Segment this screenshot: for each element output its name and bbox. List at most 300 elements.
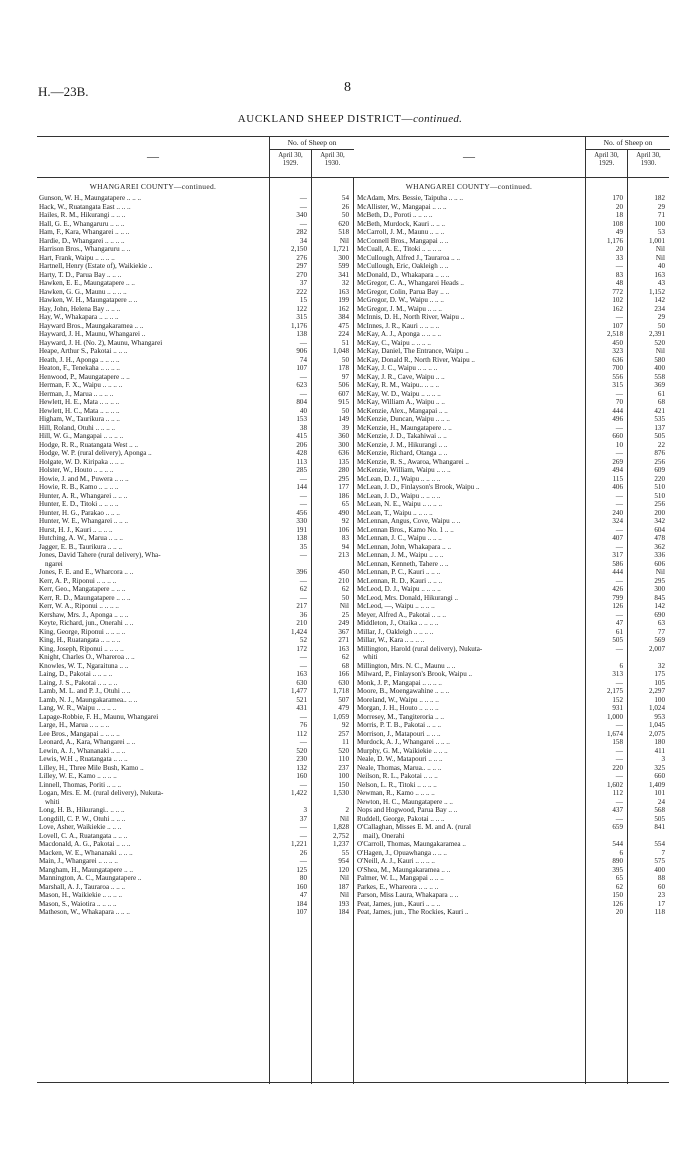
sheep-1929: 269 [612, 457, 623, 466]
sheep-1930: 120 [338, 865, 349, 874]
sheep-1929: 317 [612, 551, 623, 559]
sheep-1930: 224 [338, 330, 349, 338]
owner-name: McLean, J. D., Finlayson's Brook, Waipu .. [357, 483, 480, 491]
sheep-1929: 126 [612, 602, 623, 610]
table-row [353, 594, 669, 603]
owner-name: Lewin, A. J., Whananaki .. .. .. [39, 746, 126, 755]
table-row [37, 211, 353, 220]
sheep-1930: 367 [338, 627, 349, 636]
sheep-1930: 599 [338, 262, 349, 270]
table-row [353, 704, 669, 713]
sheep-1930: Nil [655, 253, 665, 262]
table-row [37, 908, 353, 917]
table-row [353, 789, 669, 798]
owner-name: McAdam, Mrs. Bessie, Taipuha .. .. .. [357, 194, 463, 202]
table-row [353, 517, 669, 526]
sheep-1930: 180 [654, 738, 665, 746]
table-row [37, 577, 353, 586]
owner-name: Heape, Arthur S., Pakotai .. .. .. [39, 347, 128, 355]
table-row [37, 738, 353, 747]
sheep-1930: 71 [657, 211, 665, 219]
sheep-1929: 10 [615, 440, 623, 449]
sheep-1929: 132 [296, 763, 307, 772]
sheep-1929: — [615, 746, 623, 755]
table-row [37, 560, 353, 569]
sheep-1929: 107 [296, 364, 307, 372]
sheep-1929: 2,175 [607, 687, 623, 695]
sheep-1930: 411 [654, 746, 665, 755]
owner-name: Hill, Roland, Otuhi .. .. .. .. [39, 423, 116, 432]
sheep-1930: 295 [654, 576, 665, 585]
table-row [37, 415, 353, 424]
sheep-1929: — [299, 857, 307, 865]
table-row [353, 441, 669, 450]
owner-name: Hewlett, H. E., Mata .. .. .. .. [39, 398, 120, 406]
owner-name: McLennan, J. C., Waipu .. .. .. [357, 534, 442, 542]
table-row [37, 772, 353, 781]
sheep-1930: 607 [338, 389, 349, 398]
sheep-1929: 1,000 [607, 712, 623, 721]
sheep-1929: 437 [612, 806, 623, 814]
table-row [37, 789, 353, 798]
owner-name: whiti [45, 797, 60, 806]
table-row [37, 237, 353, 246]
table-row [37, 568, 353, 577]
sheep-1929: 906 [296, 347, 307, 355]
sheep-1930: 915 [338, 398, 349, 406]
table-row [37, 866, 353, 875]
table-row [353, 254, 669, 263]
sheep-1929: — [615, 491, 623, 500]
sheep-1929: 323 [612, 347, 623, 355]
owner-name: Hunter, W. E., Whangarei .. .. .. [39, 517, 129, 525]
owner-name: McLeod, Mrs. Donald, Hikurangi .. [357, 593, 459, 602]
sheep-1930: 62 [341, 653, 349, 661]
table-row [353, 755, 669, 764]
table-row [37, 585, 353, 594]
sheep-1930: 32 [341, 279, 349, 287]
owner-name: Hawken, G. G., Maunu .. .. .. .. [39, 287, 127, 296]
table-row [353, 636, 669, 645]
table-row [37, 798, 353, 807]
sheep-1929: — [615, 576, 623, 585]
sheep-1929: 163 [296, 670, 307, 678]
table-row [353, 679, 669, 688]
table-row [37, 874, 353, 883]
owner-name: Neilson, R. L., Pakotai .. .. .. [357, 772, 438, 780]
table-row [353, 585, 669, 594]
sheep-1930: 2,391 [649, 330, 665, 338]
sheep-1929: — [299, 831, 307, 840]
sheep-1930: 249 [338, 619, 349, 627]
owner-name: Jones, David Tahere (rural delivery), Wha- [39, 551, 161, 559]
owner-name: Ham, F., Kara, Whangarei .. .. .. [39, 228, 130, 236]
sheep-1930: 55 [341, 848, 349, 857]
table-row [37, 305, 353, 314]
sheep-1929: 160 [296, 882, 307, 891]
sheep-1930: 137 [654, 423, 665, 432]
sheep-1930: 636 [338, 449, 349, 457]
sheep-1930: 142 [654, 296, 665, 304]
table-row [37, 466, 353, 475]
sheep-1929: — [299, 823, 307, 831]
sheep-1930: 2,007 [649, 644, 665, 653]
table-row [37, 857, 353, 866]
sheep-1930: 175 [654, 670, 665, 678]
sheep-1929: 160 [296, 772, 307, 780]
table-row [353, 211, 669, 220]
owner-name: Jones, F. E. and E., Wharcora .. .. [39, 568, 134, 576]
owner-name: Mason, S., Waiotira .. .. .. .. [39, 899, 117, 908]
sheep-1930: 50 [341, 406, 349, 415]
owner-name: McCuall, A. E., Titoki .. .. .. .. [357, 245, 442, 253]
sheep-1930: 620 [338, 219, 349, 228]
table-row [37, 687, 353, 696]
sheep-1930: 50 [341, 211, 349, 219]
sheep-1929: — [299, 576, 307, 585]
sheep-1929: 3 [303, 806, 307, 814]
sheep-1929: 76 [299, 721, 307, 729]
owner-name: McGregor, D. W., Waipu .. .. .. [357, 296, 444, 304]
sheep-1929: 1,221 [291, 840, 307, 848]
owner-name: Keyte, Richard, jun., Onerahi .. .. [39, 619, 134, 627]
table-row [37, 653, 353, 662]
sheep-1930: 400 [654, 865, 665, 874]
table-row [353, 424, 669, 433]
sheep-1930: 106 [338, 525, 349, 534]
sheep-1929: 170 [612, 194, 623, 202]
table-row [353, 305, 669, 314]
sheep-1930: 369 [654, 381, 665, 389]
sheep-1930: 295 [338, 474, 349, 483]
owner-name: McLean, T., Waipu .. .. .. .. [357, 508, 433, 517]
sheep-1930: 29 [657, 313, 665, 321]
sheep-1929: 395 [612, 865, 623, 874]
sheep-1930: 187 [338, 882, 349, 891]
owner-name: Harrison Bros., Whangaruru .. .. [39, 245, 131, 253]
owner-name: McLean, N. E., Waipu .. .. .. .. [357, 500, 442, 508]
sheep-1930: 101 [654, 789, 665, 797]
owner-name: McLennan, John, Whakapara .. .. [357, 542, 452, 551]
owner-name: Hill, W. G., Mangapai .. .. .. .. [39, 432, 124, 440]
owner-name: McKenzie, Duncan, Waipu .. .. .. [357, 415, 450, 423]
table-row [353, 194, 669, 203]
sheep-1930: 478 [654, 534, 665, 542]
sheep-1929: — [299, 712, 307, 721]
sheep-1930: 510 [654, 483, 665, 491]
table-row [353, 339, 669, 348]
owner-name: Love, Asher, Waikiekie .. .. .. [39, 823, 122, 831]
table-row [353, 874, 669, 883]
sheep-1929: — [615, 313, 623, 321]
table-row [37, 730, 353, 739]
owner-name: Long, H. B., Hikurangi.. .. .. .. [39, 806, 125, 814]
owner-name: McCullough, Eric, Oakleigh .. .. [357, 262, 449, 270]
owner-name: Kerr, Geo., Mangatapere .. .. .. [39, 585, 126, 593]
table-row [353, 840, 669, 849]
table-row [37, 322, 353, 331]
sheep-1929: 20 [615, 202, 623, 211]
owner-name: Howie, R. B., Kamo .. .. .. .. [39, 483, 119, 491]
sheep-1929: 47 [615, 619, 623, 627]
table-row [353, 415, 669, 424]
sheep-1930: 22 [657, 440, 665, 449]
document-reference: H.—23B. [38, 84, 89, 99]
table-row [37, 543, 353, 552]
sheep-1930: 1,530 [333, 789, 349, 797]
sheep-1930: 54 [341, 194, 349, 202]
sheep-1929: 47 [299, 891, 307, 899]
sheep-1929: — [615, 262, 623, 270]
sheep-1929: 206 [296, 440, 307, 449]
table-row [353, 772, 669, 781]
owner-name: Hayward Bros., Maungakaramea .. .. [39, 321, 144, 330]
sheep-1929: 158 [612, 738, 623, 746]
sheep-1929: 1,477 [291, 687, 307, 695]
sheep-1929: 415 [296, 432, 307, 440]
sheep-1930: 421 [654, 406, 665, 415]
table-row [353, 390, 669, 399]
table-row [37, 832, 353, 841]
sheep-1930: 150 [338, 780, 349, 789]
sheep-1929: 428 [296, 449, 307, 457]
sheep-1930: 2,297 [649, 687, 665, 695]
table-row [353, 602, 669, 611]
sheep-1930: 505 [654, 814, 665, 823]
table-row [353, 653, 669, 662]
sheep-1930: 558 [654, 372, 665, 381]
table-row [37, 721, 353, 730]
right-column-header [353, 136, 669, 178]
sheep-1930: 342 [654, 517, 665, 525]
sheep-1929: 210 [296, 619, 307, 627]
owner-name: McKay, R. M., Waipu.. .. .. .. [357, 381, 439, 389]
owner-name: Hay, John, Helena Bay .. .. .. [39, 304, 121, 313]
owner-name: Hailes, R. M., Hikurangi .. .. .. [39, 211, 126, 219]
sheep-1930: 400 [654, 364, 665, 372]
owner-name: McGregor, Colin, Parua Bay .. .. [357, 287, 450, 296]
sheep-1929: — [299, 491, 307, 500]
owner-name: McKenzie, H., Maungatapere .. .. [357, 423, 452, 432]
owner-name: Hodge, W. P. (rural delivery), Aponga .. [39, 449, 152, 457]
sheep-1929: 184 [296, 899, 307, 908]
title-main: AUCKLAND SHEEP DISTRICT— [237, 113, 414, 125]
sheep-1930: 362 [654, 542, 665, 551]
owner-name: McInnis, D. H., North River, Waipu .. [357, 313, 465, 321]
sheep-1929: 340 [296, 211, 307, 219]
sheep-1930: Nil [655, 568, 665, 576]
table-row [37, 330, 353, 339]
left-half [37, 136, 353, 1084]
sheep-1930: 510 [654, 491, 665, 500]
owner-name: Hay, W., Whakapara .. .. .. .. [39, 313, 119, 321]
sheep-1930: 271 [338, 636, 349, 644]
owner-name: McGregor, J. M., Waipu .. .. .. [357, 304, 442, 313]
owner-name: McKay, A. J., Aponga .. .. .. .. [357, 330, 442, 338]
sheep-1929: — [615, 814, 623, 823]
table-row [353, 475, 669, 484]
table-row [353, 228, 669, 237]
table-row [37, 891, 353, 900]
sheep-1929: 556 [612, 372, 623, 381]
sheep-1930: Nil [339, 891, 349, 899]
sheep-1930: 184 [338, 908, 349, 916]
owner-name: McBeth, D., Poroti .. .. .. .. [357, 211, 433, 219]
table-row [353, 381, 669, 390]
owner-name: Hack, W., Ruatangata East .. .. .. [39, 202, 131, 211]
sheep-1929: 70 [615, 398, 623, 406]
owner-name: McConnell Bros., Mangapai .. .. [357, 236, 449, 245]
owner-name: mail), Onerahi [363, 831, 405, 840]
owner-name: Murdock, A. J., Whangarei .. .. .. [357, 738, 450, 746]
table-row [37, 755, 353, 764]
sheep-1930: 490 [338, 508, 349, 517]
owner-name: McBeth, Murdock, Kauri .. .. .. [357, 219, 446, 228]
owner-name: Hurst, H. J., Kauri .. .. .. .. [39, 525, 113, 534]
sheep-1929: 65 [615, 874, 623, 882]
table-row [353, 526, 669, 535]
table-row [353, 509, 669, 518]
sheep-1930: 841 [654, 823, 665, 831]
sheep-1929: 496 [612, 415, 623, 423]
page-title [0, 113, 700, 125]
owner-name: Marshall, A. J., Tauraroa .. .. .. [39, 882, 126, 891]
sheep-1929: 172 [296, 644, 307, 653]
sheep-1929: — [615, 678, 623, 687]
table-row [37, 475, 353, 484]
owner-name: Laing, D., Pakotai .. .. .. .. [39, 670, 113, 678]
table-row [353, 458, 669, 467]
table-row [353, 237, 669, 246]
sheep-1929: 162 [612, 304, 623, 313]
group-label: No. of Sheep on [586, 137, 670, 150]
table-row [353, 764, 669, 773]
owner-name: Neale, D. W., Matapouri .. .. .. [357, 755, 443, 763]
sheep-1930: Nil [339, 236, 349, 245]
owner-name: McKay, Daniel, The Entrance, Waipu .. [357, 347, 469, 355]
sheep-1930: 1,152 [649, 287, 665, 296]
owner-name: Jagger, E. B., Taurikura .. .. .. [39, 542, 123, 551]
table-row [37, 645, 353, 654]
owner-column-header: — [463, 149, 475, 163]
sheep-1930: 479 [338, 704, 349, 712]
table-row [353, 322, 669, 331]
sheep-1930: Nil [339, 602, 349, 610]
table-row [37, 628, 353, 637]
sheep-1929: 33 [615, 253, 623, 262]
owner-name: Leonard, A., Kara, Whangarei .. .. [39, 738, 136, 746]
owner-name: Lapage-Robbie, F. H., Maunu, Whangarei [39, 712, 159, 721]
sheep-1929: — [615, 644, 623, 653]
owner-name: Hayward, J. H. (No. 2), Maunu, Whangarei [39, 338, 163, 347]
table-row [37, 271, 353, 280]
owner-name: Lang, W. R., Waipu .. .. .. .. [39, 704, 117, 712]
owner-name: Hardie, D., Whangarei .. .. .. .. [39, 236, 125, 245]
owner-name: Nops and Hogwood, Parua Bay .. .. [357, 806, 458, 814]
table-row [353, 279, 669, 288]
table-row [37, 670, 353, 679]
sheep-1929: 52 [299, 636, 307, 644]
sheep-1929: 62 [299, 585, 307, 593]
sheep-1930: 1,024 [649, 704, 665, 712]
sheep-1929: — [299, 389, 307, 398]
sheep-1929: 20 [615, 245, 623, 253]
owner-name: McKenzie, R. S., Awaroa, Whangarei .. [357, 457, 469, 466]
sheep-1930: 32 [657, 661, 665, 670]
table-row [353, 262, 669, 271]
sheep-1930: 1,721 [333, 245, 349, 253]
sheep-1929: 270 [296, 270, 307, 279]
table-row [353, 466, 669, 475]
sheep-1929: 217 [296, 602, 307, 610]
sheep-1930: 163 [338, 287, 349, 296]
sheep-1930: 630 [338, 678, 349, 687]
owner-name: Hewlett, H. C., Mata .. .. .. .. [39, 406, 120, 415]
owner-name: Lamb, N. J., Maungakaramea.. .. .. [39, 695, 138, 704]
sheep-1930: 256 [654, 457, 665, 466]
sheep-1930: 25 [341, 610, 349, 619]
sheep-1930: Nil [655, 245, 665, 253]
table-row [353, 738, 669, 747]
sheep-1930: 300 [338, 253, 349, 262]
sheep-1930: 50 [341, 355, 349, 364]
title-continued: continued. [413, 113, 463, 125]
sheep-1929: 396 [296, 568, 307, 576]
table-row [37, 509, 353, 518]
sheep-1929: 426 [612, 585, 623, 593]
sheep-1930: 105 [654, 678, 665, 687]
owner-name: Hayward, J. H., Maunu, Whangarei .. [39, 330, 146, 338]
sheep-1930: 51 [341, 338, 349, 347]
sheep-1930: 575 [654, 857, 665, 865]
table-row [353, 203, 669, 212]
sheep-1930: 300 [338, 440, 349, 449]
owner-name: Lee Bros., Mangapai .. .. .. .. [39, 729, 120, 738]
sheep-1930: 178 [338, 364, 349, 372]
owner-name: O'Carroll, Thomas, Maungakaramea .. [357, 840, 466, 848]
owner-name: Mannington, A. C., Maungatapere .. [39, 874, 142, 882]
table-row [353, 364, 669, 373]
owner-name: Nelson, L. R., Titoki .. .. .. .. [357, 780, 437, 789]
owner-name: Newman, R., Kamo .. .. .. .. [357, 789, 435, 797]
sheep-1930: 450 [338, 568, 349, 576]
table-row [37, 696, 353, 705]
sheep-1930: 1,045 [649, 721, 665, 729]
sheep-1929: 115 [612, 474, 623, 483]
table-row [37, 883, 353, 892]
sheep-1930: 1,059 [333, 712, 349, 721]
owner-name: Heaton, F., Tenekaha .. .. .. .. [39, 364, 120, 372]
owner-name: Herman, J., Marua .. .. .. .. [39, 389, 114, 398]
table-row [37, 364, 353, 373]
sheep-1929: 772 [612, 287, 623, 296]
owner-name: Morrison, J., Matapouri .. .. .. [357, 729, 441, 738]
col-1930-header: April 30, 1930. [636, 152, 661, 167]
sheep-1930: 177 [338, 483, 349, 491]
owner-name: Morgan, J. H., Houto .. .. .. .. [357, 704, 439, 712]
owner-name: whiti [363, 653, 378, 661]
owner-name: Lovell, C. A., Ruatangata .. .. .. [39, 831, 128, 840]
owner-name: Parkes, E., Whareora .. .. .. .. [357, 882, 439, 891]
sheep-1930: 40 [657, 262, 665, 270]
sheep-1930: 554 [654, 840, 665, 848]
sheep-1929: 6 [619, 848, 623, 857]
table-row [37, 611, 353, 620]
owner-name: Lamb, M. L. and P. J., Otuhi .. .. [39, 687, 131, 695]
table-row [37, 747, 353, 756]
sheep-1929: 1,422 [291, 789, 307, 797]
right-body [353, 178, 669, 1084]
